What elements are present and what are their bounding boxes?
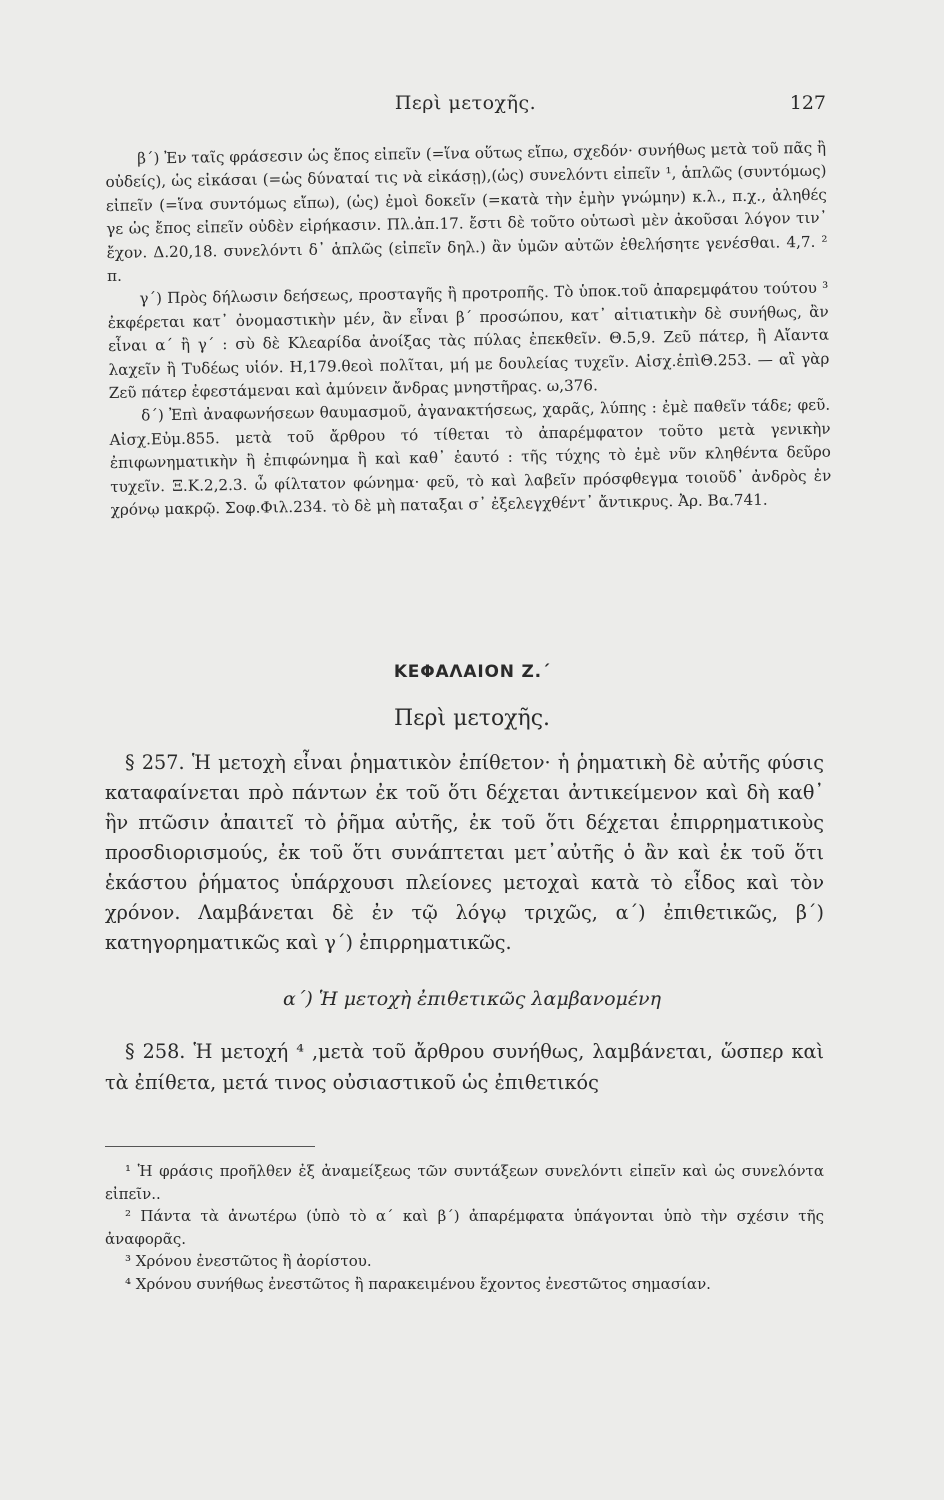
running-title: Περὶ μετοχῆς. — [394, 92, 537, 114]
paragraph-257-block — [105, 748, 824, 958]
footnote-1: ¹ Ἡ φράσις προῆλθεν ἐξ ἀναμείξεως τῶν συντάξεων συνελόντι εἰπεῖν καὶ ὡς συνελόντα εἰπεῖν.. — [105, 1162, 824, 1203]
footnote-divider — [105, 1146, 315, 1147]
clause-gamma: γ΄) Πρὸς δήλωσιν δεήσεως, προσταγῆς ἢ προτροπῆς. Τὸ ὑποκ.τοῦ ἀπαρεμφάτου τούτου ³ ἐκφέρεται κατ᾽ ὀνομαστικὴν μέν, ἂν εἶναι β΄ προσώπου, κατ᾽ αἰτιατικὴν δὲ συνήθως, ἂν εἶναι α΄ ἢ γ΄ : σὺ δὲ Κλεαρίδα ἀνοίξας τὰς πύλας ἐπεκθεῖν. Θ.5,9. Ζεῦ πάτερ, ἢ Αἴαντα λαχεῖν ἢ Τυδέως υἱόν. Η,179.θεοὶ πολῖται, μή με δουλείας τυχεῖν. Αἰσχ.ἑπὶΘ.253. — αἲ γὰρ Ζεῦ πάτερ ἐφεστάμεναι καὶ ἀμύνειν ἄνδρας μνηστῆρας. ω,376. — [107, 279, 830, 403]
continued-text-block — [105, 137, 832, 523]
clause-beta: β΄) Ἐν ταῖς φράσεσιν ὡς ἔπος εἰπεῖν (=ἵνα οὕτως εἴπω, σχεδόν· συνήθως μετὰ τοῦ πᾶς ἢ οὐδείς), ὡς εἰκάσαι (=ὡς δύναταί τις νὰ εἰκάσῃ),(ὡς) συνελόντι εἰπεῖν ¹, ἁπλῶς (συντόμως) εἰπεῖν (=ἵνα συντόμως εἴπω), (ὡς) ἐμοὶ δοκεῖν (=κατὰ τὴν ἐμὴν γνώμην) κ.λ., π.χ., ἀληθές γε ὡς ἔπος εἰπεῖν οὐδὲν εἰρήκασιν. Πλ.ἀπ.17. ἔστι δὲ τοῦτο οὑτωσὶ μὲν ἀκοῦσαι λόγον τιν᾽ ἔχον. Δ.20,18. συνελόντι δ᾽ ἁπλῶς (εἰπεῖν δηλ.) ἂν ὑμῶν αὐτῶν ἐθελήσητε γενέσθαι. 4,7. ² π. — [105, 138, 828, 286]
page-number: 127 — [789, 92, 826, 114]
footnote-3: ³ Χρόνου ἐνεστῶτος ἢ ἀορίστου. — [125, 1252, 372, 1270]
footnotes — [105, 1160, 824, 1295]
section-heading: α΄) Ἡ μετοχὴ ἐπιθετικῶς λαμβανομένη — [283, 988, 661, 1010]
paragraph-257: § 257. Ἡ μετοχὴ εἶναι ῥηματικὸν ἐπίθετον· ἡ ῥηματικὴ δὲ αὐτῆς φύσις καταφαίνεται πρὸ πάντων ἐκ τοῦ ὅτι δέχεται ἀντικείμενον καὶ δὴ καθ᾽ ἣν πτῶσιν ἀπαιτεῖ τὸ ῥῆμα αὐτῆς, ἐκ τοῦ ὅτι δέχεται ἐπιρρηματικοὺς προσδιορισμούς, ἐκ τοῦ ὅτι συνάπτεται μετ᾽αὐτῆς ὁ ἂν καὶ ἐκ τοῦ ὅτι ἑκάστου ῥήματος ὑπάρχουσι πλείονες μετοχαὶ κατὰ τὸ εἶδος καὶ τὸν χρόνον. Λαμβάνεται δὲ ἐν τῷ λόγῳ τριχῶς, α΄) ἐπιθετικῶς, β΄) κατηγορηματικῶς καὶ γ΄) ἐπιρρηματικῶς. — [105, 751, 824, 954]
chapter-subtitle: Περὶ μετοχῆς. — [393, 706, 551, 731]
running-head — [105, 92, 826, 122]
paragraph-258: § 258. Ἡ μετοχή ⁴ ,μετὰ τοῦ ἄρθρου συνήθως, λαμβάνεται, ὥσπερ καὶ τὰ ἐπίθετα, μετά τινος οὐσιαστικοῦ ὡς ἐπιθετικός — [105, 1040, 824, 1094]
footnote-2: ² Πάντα τὰ ἀνωτέρω (ὑπὸ τὸ α΄ καὶ β΄) ἀπαρέμφατα ὑπάγονται ὑπὸ τὴν σχέσιν τῆς ἀναφορᾶς. — [105, 1207, 824, 1248]
paragraph-258-block — [105, 1036, 824, 1098]
chapter-heading: ΚΕΦΑΛΑΙΟΝ Ζ.΄ — [393, 662, 551, 682]
footnote-4: ⁴ Χρόνου συνήθως ἐνεστῶτος ἢ παρακειμένου ἔχοντος ἐνεστῶτος σημασίαν. — [125, 1274, 711, 1293]
clause-delta: δ΄) Ἐπὶ ἀναφωνήσεων θαυμασμοῦ, ἀγανακτήσεως, χαρᾶς, λύπης : ἐμὲ παθεῖν τάδε; φεῦ. Αἰσχ.Εὐμ.855. μετὰ τοῦ ἄρθρου τό τίθεται τὸ ἀπαρέμφατον τοῦτο μετὰ γενικὴν ἐπιφωνηματικὴν ἢ ἐπιφώνημα ἢ καὶ καθ᾽ ἑαυτό : τῆς τύχης τὸ ἐμὲ νῦν κληθέντα δεῦρο τυχεῖν. Ξ.Κ.2,2.3. ὦ φίλτατον φώνημα· φεῦ, τὸ καὶ λαβεῖν πρόσφθεγμα τοιοῦδ᾽ ἀνδρὸς ἐν χρόνῳ μακρῷ. Σοφ.Φιλ.234. τὸ δὲ μὴ παταξαι σ᾽ ἐξελεγχθέντ᾽ ἄντικρυς. Ἀρ. Βα.741. — [109, 396, 832, 520]
